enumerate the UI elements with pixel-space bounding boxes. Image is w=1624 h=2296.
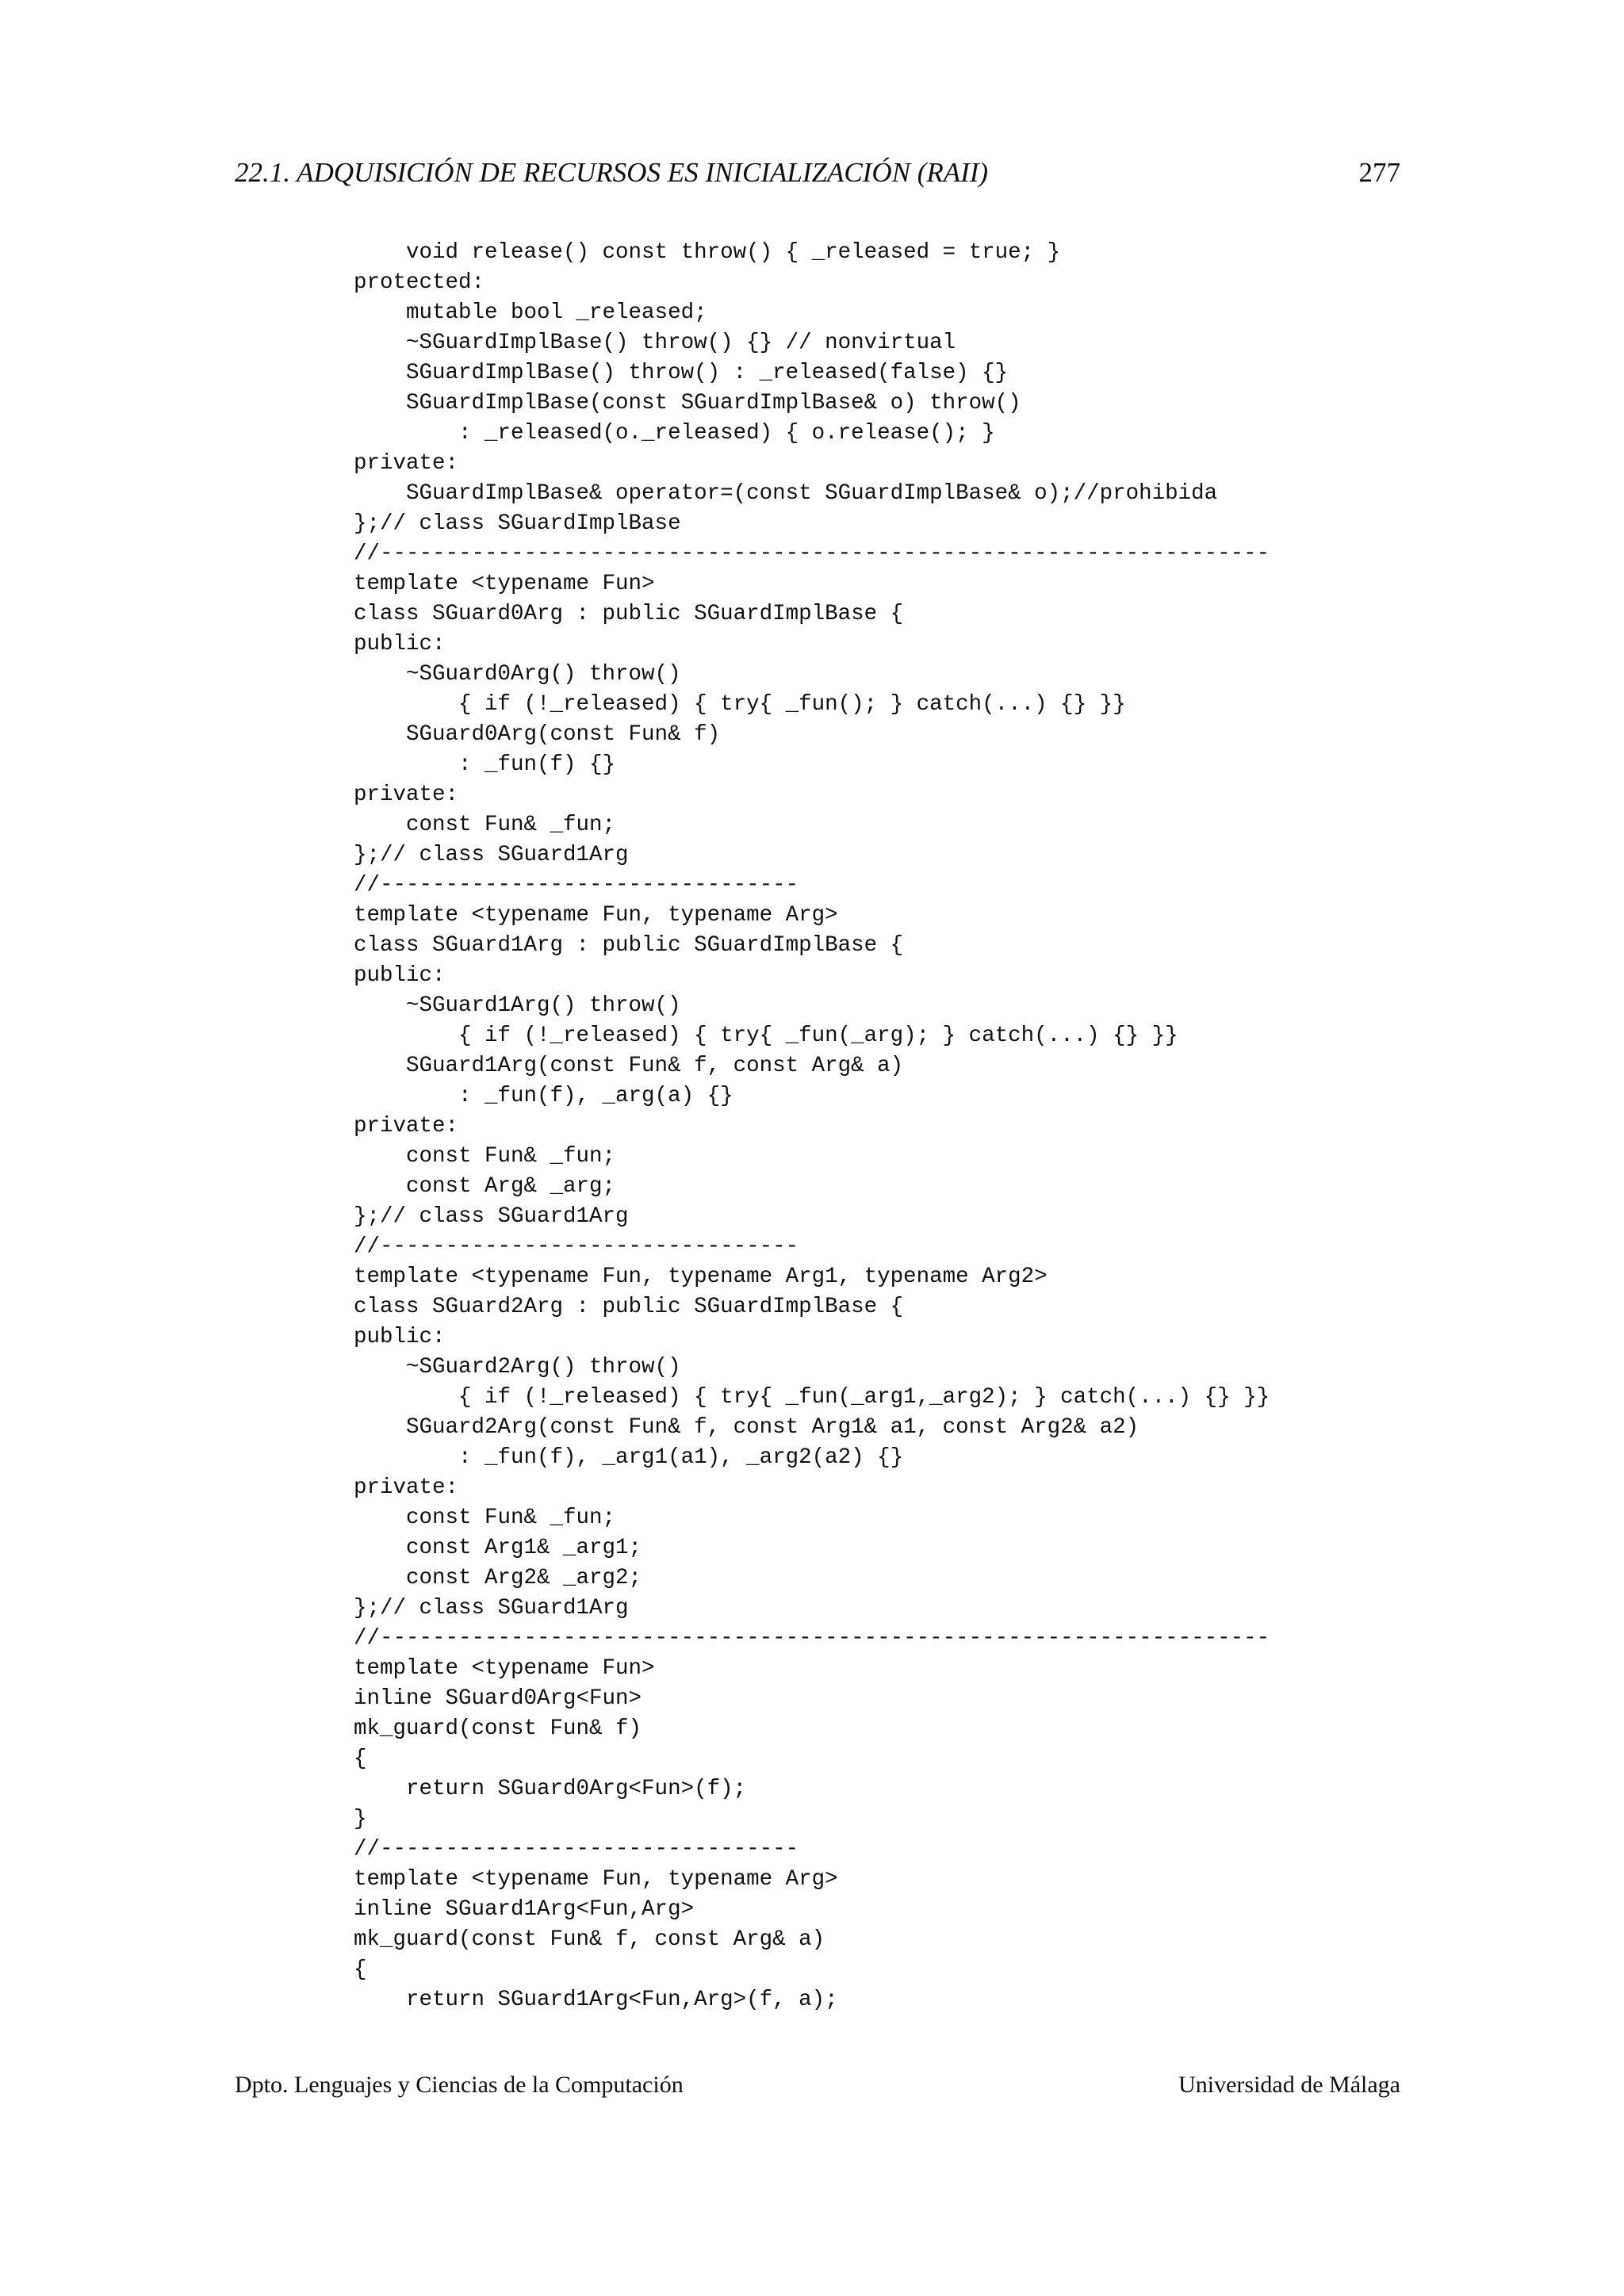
code-line: public: [354,1325,446,1349]
code-line: template <typename Fun, typename Arg> [354,1867,838,1892]
code-line: return SGuard0Arg<Fun>(f); [354,1777,747,1801]
code-line: //-------------------------------- [354,1837,799,1862]
code-line: { if (!_released) { try{ _fun(); } catch(...) {} }} [354,692,1126,717]
code-line: { [354,1747,367,1771]
code-line: inline SGuard1Arg<Fun,Arg> [354,1897,695,1922]
code-line: public: [354,963,446,988]
code-line: ~SGuard0Arg() throw() [354,662,681,687]
code-line: private: [354,451,459,476]
code-line: SGuardImplBase(const SGuardImplBase& o) throw() [354,391,1021,415]
footer-department: Dpto. Lenguajes y Ciencias de la Computación [235,2072,684,2098]
code-line: template <typename Fun, typename Arg> [354,903,838,928]
code-line: ~SGuardImplBase() throw() {} // nonvirtual [354,331,956,355]
code-line: //-------------------------------------------------------------------- [354,541,1270,566]
code-line: private: [354,1114,459,1138]
code-line: class SGuard0Arg : public SGuardImplBase { [354,602,904,626]
code-line: : _fun(f), _arg1(a1), _arg2(a2) {} [354,1445,904,1470]
code-line: { [354,1957,367,1982]
code-line: //-------------------------------- [354,873,799,897]
code-line: { if (!_released) { try{ _fun(_arg); } catch(...) {} }} [354,1024,1178,1048]
page-number: 277 [1358,157,1400,188]
code-line: mk_guard(const Fun& f, const Arg& a) [354,1927,825,1952]
running-header-section-title: 22.1. ADQUISICIÓN DE RECURSOS ES INICIALIZACIÓN (RAII) [235,157,989,188]
code-line: class SGuard1Arg : public SGuardImplBase { [354,933,904,958]
code-line: };// class SGuardImplBase [354,511,681,536]
code-line: };// class SGuard1Arg [354,1596,629,1621]
code-line: : _fun(f) {} [354,752,616,777]
code-line: SGuard0Arg(const Fun& f) [354,722,721,747]
code-line: ~SGuard1Arg() throw() [354,993,681,1018]
code-line: : _fun(f), _arg(a) {} [354,1084,733,1108]
code-line: const Arg2& _arg2; [354,1566,642,1590]
code-line: template <typename Fun> [354,1656,655,1681]
code-line: //-------------------------------------------------------------------- [354,1626,1270,1651]
code-line: return SGuard1Arg<Fun,Arg>(f, a); [354,1988,838,2012]
code-line: void release() const throw() { _released = true; } [354,240,1061,265]
code-line: template <typename Fun, typename Arg1, typename Arg2> [354,1265,1048,1289]
code-listing [354,238,1270,2015]
code-line: { if (!_released) { try{ _fun(_arg1,_arg2); } catch(...) {} }} [354,1385,1270,1410]
code-line: : _released(o._released) { o.release(); } [354,421,995,446]
code-line: class SGuard2Arg : public SGuardImplBase { [354,1295,904,1319]
code-line: const Arg1& _arg1; [354,1536,642,1560]
code-line: SGuardImplBase() throw() : _released(false) {} [354,361,1009,385]
code-line: SGuard1Arg(const Fun& f, const Arg& a) [354,1054,904,1078]
code-line: };// class SGuard1Arg [354,1204,629,1229]
code-line: };// class SGuard1Arg [354,843,629,867]
code-line: private: [354,1475,459,1500]
code-line: const Fun& _fun; [354,813,616,837]
code-line: ~SGuard2Arg() throw() [354,1355,681,1380]
code-line: public: [354,632,446,656]
code-line: //-------------------------------- [354,1234,799,1259]
code-line: private: [354,783,459,807]
code-line: template <typename Fun> [354,572,655,596]
code-line: const Fun& _fun; [354,1506,616,1530]
code-line: mutable bool _released; [354,300,707,325]
code-line: const Arg& _arg; [354,1174,616,1199]
code-line: inline SGuard0Arg<Fun> [354,1686,642,1711]
code-line: } [354,1807,367,1831]
code-line: mk_guard(const Fun& f) [354,1716,642,1741]
code-line: SGuard2Arg(const Fun& f, const Arg1& a1, const Arg2& a2) [354,1415,1139,1440]
code-line: const Fun& _fun; [354,1144,616,1169]
code-line: SGuardImplBase& operator=(const SGuardImplBase& o);//prohibida [354,481,1218,506]
footer-university: Universidad de Málaga [1178,2072,1400,2098]
code-line: protected: [354,270,485,295]
